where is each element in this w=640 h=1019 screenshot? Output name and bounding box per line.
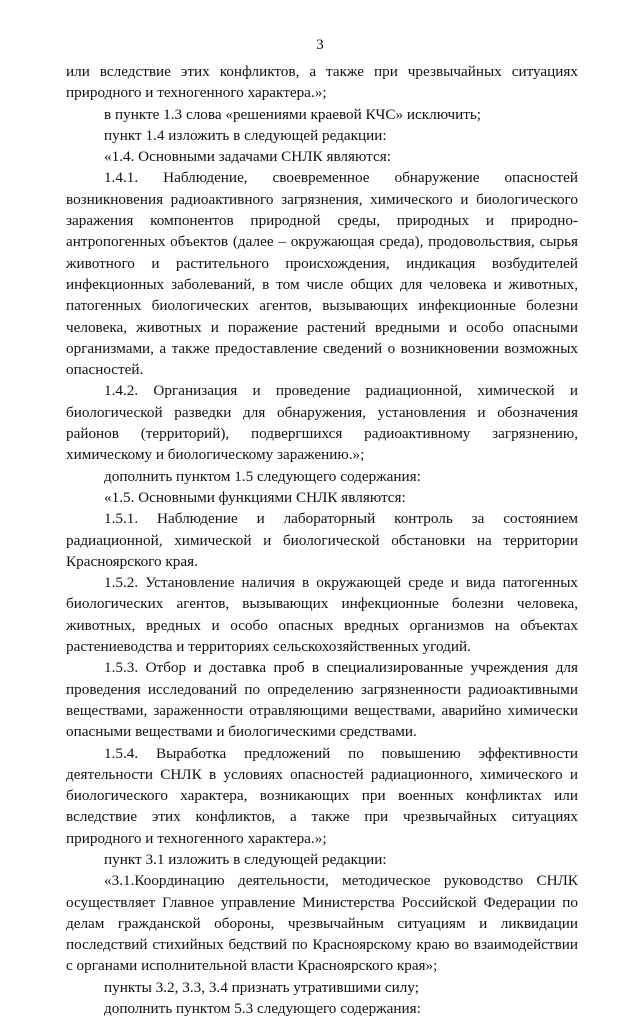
- paragraph: или вследствие этих конфликтов, а также при чрезвычайных ситуациях природного и техногенного характера.»;: [66, 63, 578, 102]
- paragraph: 1.4.1. Наблюдение, своевременное обнаружение опасностей возникновения радиоактивного загрязнения, химического и биологического заражения компонентов природной среды, природных и природно-антропогенных объектов (далее – окружающая среда), продовольствия, сырья животного и растительного происхождения, индикация возбудителей инфекционных заболеваний, в том числе общих для человека и животных, патогенных биологических агентов, вызывающих инфекционные болезни человека, животных и поражение растений вредными и особо опасными организмами, а также предоставление сведений о возникновении возможных опасностей.: [66, 169, 578, 379]
- paragraph: 1.5.4. Выработка предложений по повышению эффективности деятельности СНЛК в условиях опасностей радиационного, химического и биологического характера, возникающих при военных конфликтах или вследствие этих конфликтов, а также при чрезвычайных ситуациях природного и техногенного характера.»;: [66, 744, 578, 847]
- paragraph: 1.5.3. Отбор и доставка проб в специализированные учреждения для проведения исследований по определению загрязненности радиоактивными веществами, зараженности отравляющими веществами, аварийно химически опасными веществами и биологическими средствами.: [66, 659, 578, 741]
- paragraph: «1.4. Основными задачами СНЛК являются:: [104, 148, 391, 166]
- document-body: [66, 61, 578, 1019]
- paragraph: 1.5.2. Установление наличия в окружающей среде и вида патогенных биологических агентов, вызывающих инфекционные болезни человека, животных, вредных и особо опасных вредных организмов на объектах растениеводства и территориях сельскохозяйственных угодий.: [66, 574, 578, 656]
- paragraph: дополнить пунктом 1.5 следующего содержания:: [104, 467, 421, 485]
- paragraph: в пункте 1.3 слова «решениями краевой КЧС» исключить;: [104, 105, 482, 123]
- paragraph: «1.5. Основными функциями СНЛК являются:: [104, 488, 406, 506]
- paragraph: 1.4.2. Организация и проведение радиационной, химической и биологической разведки для обнаружения, установления и обозначения районов (территорий), подвергшихся радиоактивному загрязнению, химическому и биологическому заражению.»;: [66, 382, 578, 464]
- paragraph: «3.1.Координацию деятельности, методическое руководство СНЛК осуществляет Главное управление Министерства Российской Федерации по делам гражданской обороны, чрезвычайным ситуациям и ликвидации последствий стихийных бедствий по Красноярскому краю во взаимодействии с органами исполнительной власти Красноярского края»;: [66, 872, 578, 975]
- page-number: 3: [316, 37, 324, 53]
- paragraph: пункт 1.4 изложить в следующей редакции:: [104, 126, 387, 144]
- paragraph: 1.5.1. Наблюдение и лабораторный контроль за состоянием радиационной, химической и биологической обстановки на территории Красноярского края.: [66, 510, 578, 570]
- paragraph: пункт 3.1 изложить в следующей редакции:: [104, 850, 387, 868]
- paragraph: пункты 3.2, 3.3, 3.4 признать утратившими силу;: [104, 978, 419, 996]
- paragraph: дополнить пунктом 5.3 следующего содержания:: [104, 1000, 421, 1018]
